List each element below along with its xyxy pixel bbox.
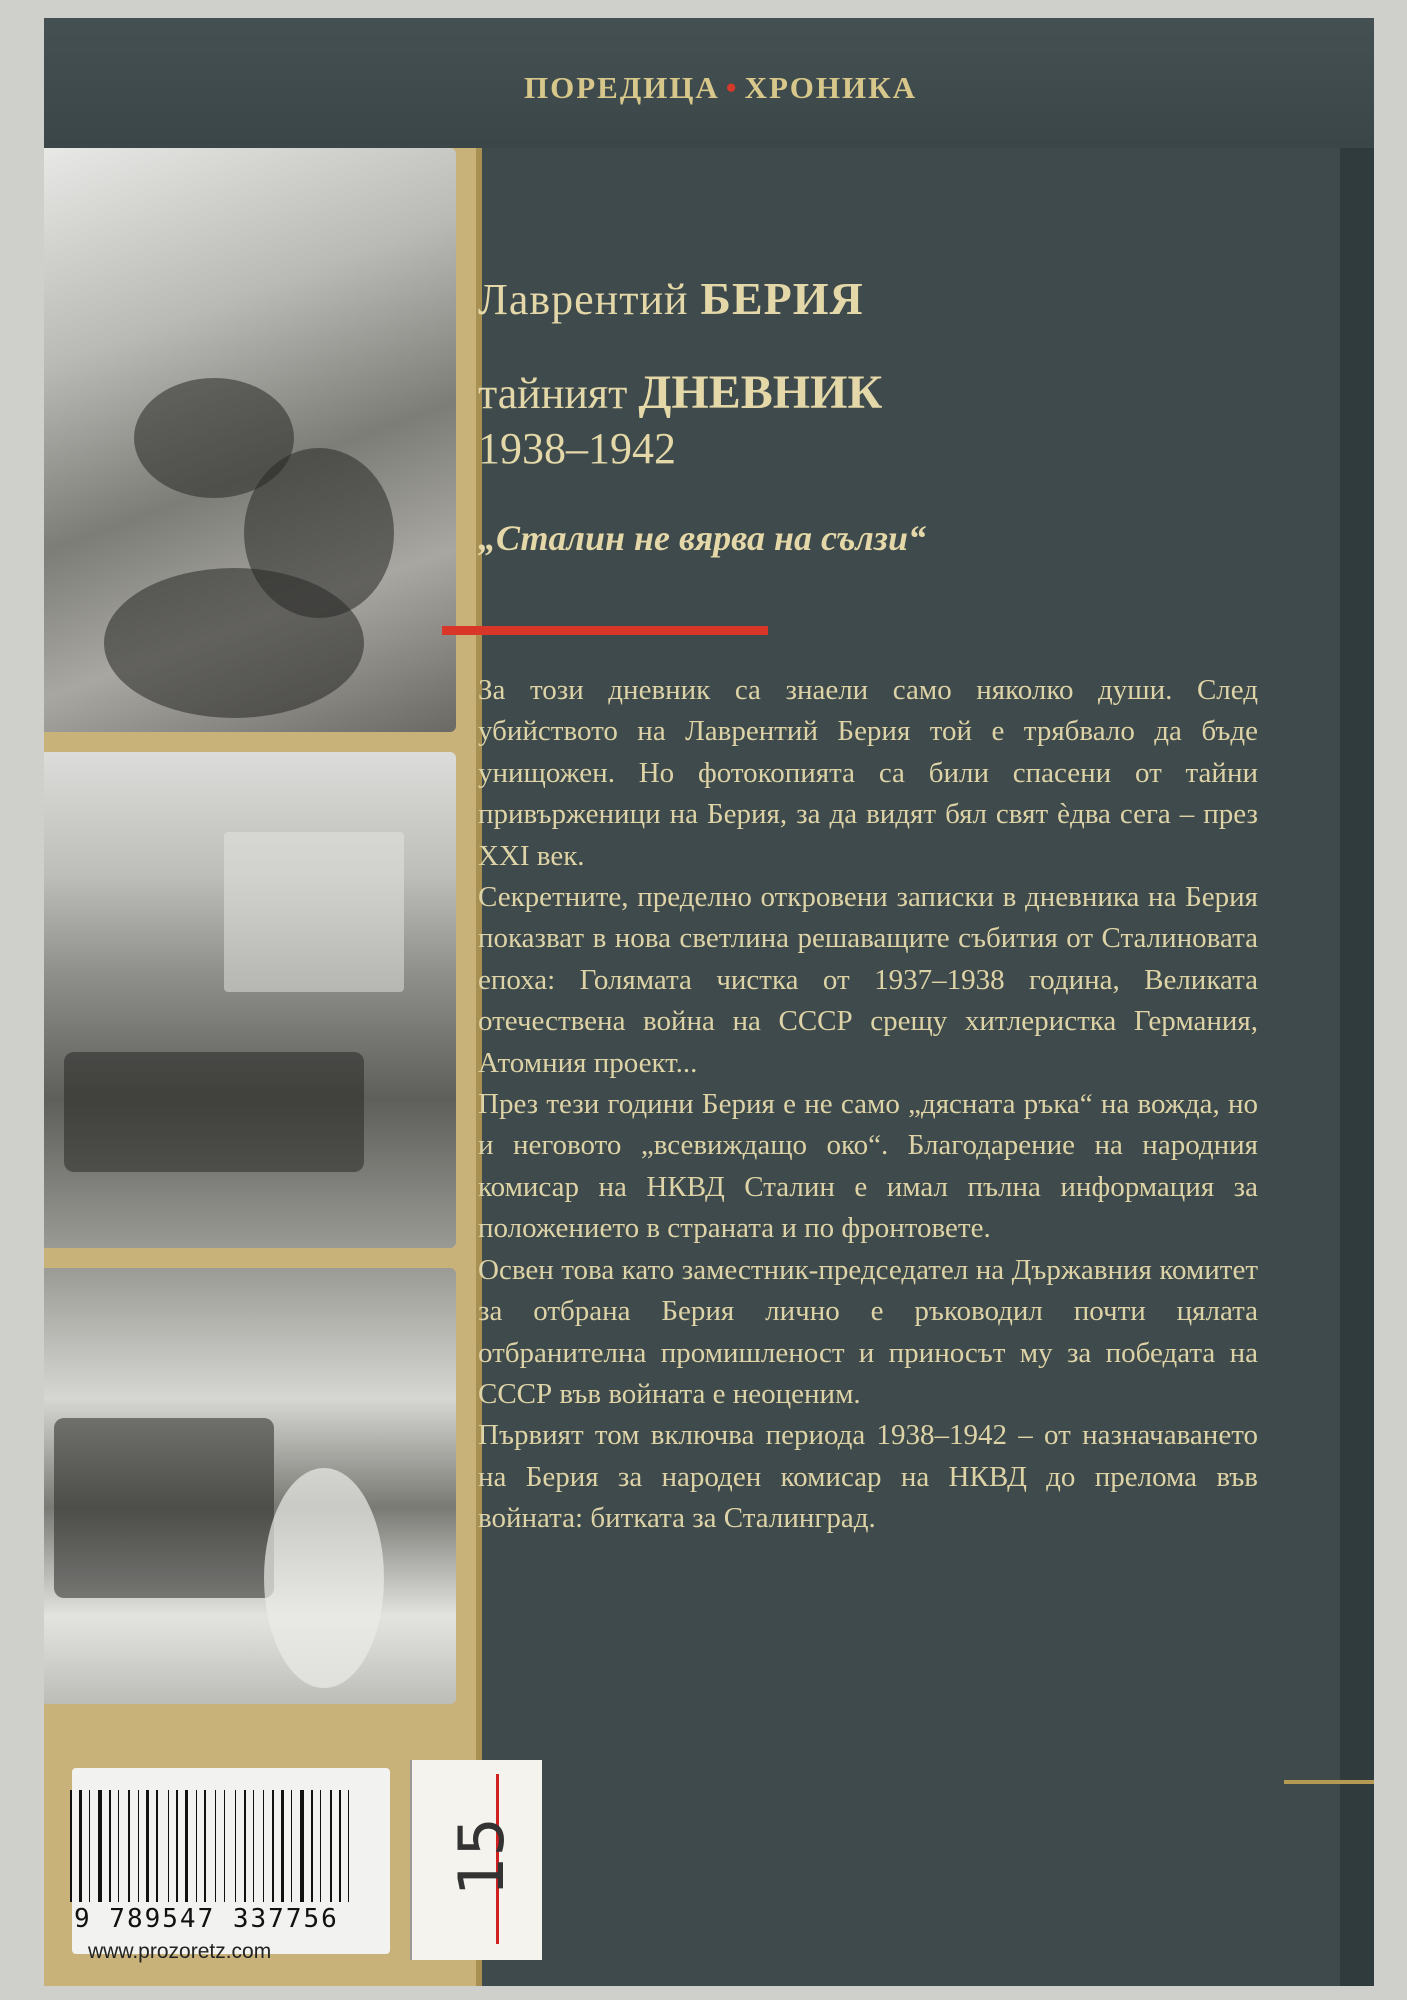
barcode-bar bbox=[89, 1790, 90, 1902]
barcode-bar bbox=[138, 1790, 139, 1902]
barcode-bar bbox=[311, 1790, 313, 1902]
barcode-bar bbox=[352, 1790, 354, 1902]
barcode-bars bbox=[70, 1790, 394, 1902]
barcode-bar bbox=[316, 1790, 317, 1902]
book-title bbox=[478, 365, 882, 420]
barcode-bar bbox=[146, 1790, 149, 1902]
barcode-bar bbox=[191, 1790, 193, 1902]
barcode-bar bbox=[344, 1790, 345, 1902]
barcode-bar bbox=[257, 1790, 260, 1902]
barcode-bar bbox=[324, 1790, 327, 1902]
barcode-bar bbox=[114, 1790, 115, 1902]
barcode-bar bbox=[98, 1790, 102, 1902]
barcode-bar bbox=[105, 1790, 106, 1902]
barcode-bar bbox=[335, 1790, 336, 1902]
barcode-bar bbox=[185, 1790, 188, 1902]
barcode-bar bbox=[281, 1790, 284, 1902]
barcode-bar bbox=[244, 1790, 246, 1902]
barcode-bar bbox=[85, 1790, 86, 1902]
barcode-bar bbox=[196, 1790, 197, 1902]
blurb-paragraph: Секретните, пределно откровени записки в дневника на Берия показват в нова светлина решаващите събития от Сталиновата епоха: Голямата чистка от 1937–1938 година, Великата отечествена война на СССР срещу хитлеристка Германия, Атомния проект... bbox=[478, 881, 1258, 1079]
title-pre: тайният bbox=[478, 369, 628, 418]
barcode-bar bbox=[219, 1790, 221, 1902]
barcode-bar bbox=[295, 1790, 297, 1902]
barcode-bar bbox=[93, 1790, 95, 1902]
series-label bbox=[524, 70, 1044, 106]
barcode-bar bbox=[172, 1790, 173, 1902]
barcode-bar bbox=[267, 1790, 269, 1902]
barcode-bar bbox=[133, 1790, 135, 1902]
barcode-bar bbox=[142, 1790, 143, 1902]
series-left: ПОРЕДИЦА bbox=[524, 70, 720, 105]
gold-rule bbox=[1284, 1780, 1374, 1784]
barcode-bar bbox=[277, 1790, 278, 1902]
barcode-bar bbox=[307, 1790, 308, 1902]
barcode-bar bbox=[161, 1790, 165, 1902]
author-last: БЕРИЯ bbox=[700, 273, 864, 324]
blurb-text bbox=[478, 670, 1258, 1540]
barcode-bar bbox=[235, 1790, 236, 1902]
sticker-handwritten-price: 15 bbox=[444, 1817, 518, 1896]
barcode-bar bbox=[330, 1790, 332, 1902]
photo-winter-tanks bbox=[44, 1268, 456, 1704]
barcode-bar bbox=[224, 1790, 225, 1902]
barcode-bar bbox=[181, 1790, 182, 1902]
photo-antiaircraft-gun bbox=[44, 752, 456, 1248]
barcode-bar bbox=[152, 1790, 153, 1902]
blurb-paragraph: Освен това като заместник-председател на Държавния комитет за отбрана Берия лично е ръководил почти цялата отбранителна промишленост и приносът му за победата на СССР във войната е неоценим. bbox=[478, 1253, 1258, 1410]
barcode-bar bbox=[215, 1790, 216, 1902]
barcode-bar bbox=[204, 1790, 206, 1902]
isbn-number: 9 789547 337756 bbox=[74, 1904, 339, 1934]
spine-edge-stripe bbox=[1340, 148, 1374, 1986]
series-header bbox=[44, 18, 1374, 148]
barcode-bar bbox=[209, 1790, 212, 1902]
blurb-paragraph: През тези години Берия е не само „дясната ръка“ на вожда, но и неговото „всевиждащо око“. Благодарение на народния комисар на НКВД Сталин е имал пълна информация за положението в страната и по фронтовете. bbox=[478, 1088, 1258, 1245]
publisher-website: www.prozoretz.com bbox=[88, 1940, 272, 1963]
barcode-bar bbox=[79, 1790, 82, 1902]
barcode-bar bbox=[128, 1790, 130, 1902]
barcode-bar bbox=[118, 1790, 119, 1902]
barcode-bar bbox=[249, 1790, 250, 1902]
title-main: ДНЕВНИК bbox=[638, 366, 883, 419]
barcode-bar bbox=[272, 1790, 274, 1902]
barcode-bar bbox=[75, 1790, 76, 1902]
barcode-bar bbox=[291, 1790, 292, 1902]
barcode-bar bbox=[239, 1790, 241, 1902]
series-right: ХРОНИКА bbox=[744, 70, 917, 105]
book-subtitle: „Сталин не вярва на сълзи“ bbox=[478, 518, 926, 558]
barcode-bar bbox=[339, 1790, 341, 1902]
photo-panel bbox=[44, 148, 476, 1986]
barcode-bar bbox=[348, 1790, 349, 1902]
author-name bbox=[478, 272, 864, 325]
blurb-paragraph: Първият том включва периода 1938–1942 – от назначаването на Берия за народен комисар на НКВД до прелома във войната: битката за Сталинград. bbox=[478, 1419, 1258, 1535]
barcode-bar bbox=[109, 1790, 111, 1902]
author-first: Лаврентий bbox=[478, 275, 689, 324]
barcode-bar bbox=[156, 1790, 158, 1902]
barcode-bar bbox=[263, 1790, 264, 1902]
barcode-bar bbox=[122, 1790, 125, 1902]
barcode-bar bbox=[228, 1790, 232, 1902]
barcode-bar bbox=[70, 1790, 72, 1902]
barcode-bar bbox=[320, 1790, 321, 1902]
barcode-bar bbox=[287, 1790, 288, 1902]
red-accent-rule bbox=[442, 626, 768, 635]
series-separator: • bbox=[725, 70, 739, 105]
barcode-bar bbox=[200, 1790, 201, 1902]
blurb-paragraph: За този дневник са знаели само няколко души. След убийството на Лаврентий Берия той е трябвало да бъде унищожен. Но фотокопията са били спасени от тайни привърженици на Берия, за да видят бял свят ѐдва сега – през XXI век. bbox=[478, 674, 1258, 872]
title-years: 1938–1942 bbox=[478, 424, 676, 473]
price-sticker bbox=[410, 1760, 542, 1960]
barcode-bar bbox=[253, 1790, 254, 1902]
barcode-bar bbox=[168, 1790, 169, 1902]
photo-soldiers-trench bbox=[44, 148, 456, 732]
barcode-bar bbox=[300, 1790, 304, 1902]
barcode-bar bbox=[176, 1790, 178, 1902]
